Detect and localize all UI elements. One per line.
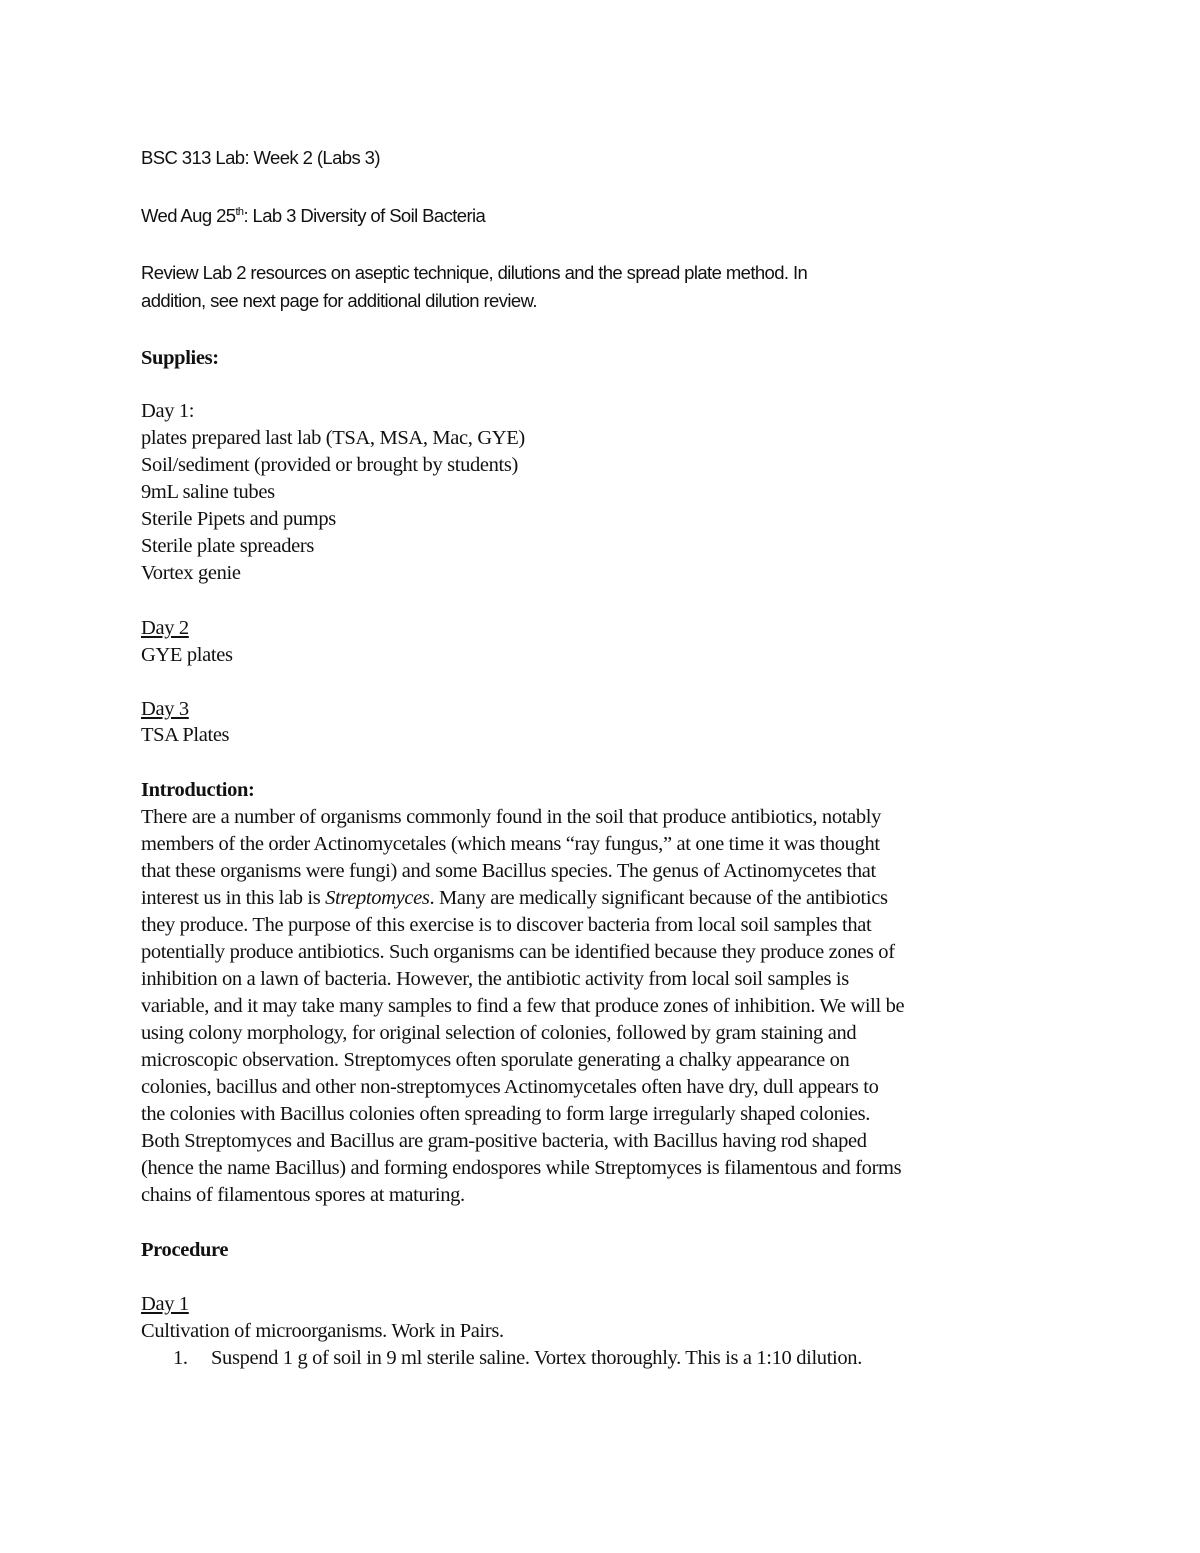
- supply-item: Sterile plate spreaders: [141, 535, 314, 557]
- procedure-day1-intro: Cultivation of microorganisms. Work in Pairs.: [141, 1320, 504, 1342]
- supplies-day2-label: Day 2: [141, 617, 189, 639]
- supply-item: GYE plates: [141, 644, 233, 666]
- intro-line: members of the order Actinomycetales (which means “ray fungus,” at one time it was thought: [141, 833, 880, 855]
- review-line: addition, see next page for additional dilution review.: [141, 290, 537, 311]
- intro-line: (hence the name Bacillus) and forming endospores while Streptomyces is filamentous and forms: [141, 1157, 902, 1179]
- step-text: Suspend 1 g of soil in 9 ml sterile saline. Vortex thoroughly. This is a 1:10 dilution.: [211, 1347, 862, 1369]
- intro-line: they produce. The purpose of this exercise is to discover bacteria from local soil samples that: [141, 914, 872, 936]
- intro-line: that these organisms were fungi) and some Bacillus species. The genus of Actinomycetes that: [141, 860, 876, 882]
- intro-line: inhibition on a lawn of bacteria. However, the antibiotic activity from local soil samples is: [141, 968, 849, 990]
- supply-item: Sterile Pipets and pumps: [141, 508, 336, 530]
- intro-line: Both Streptomyces and Bacillus are gram-positive bacteria, with Bacillus having rod shaped: [141, 1130, 867, 1152]
- supplies-day3-label: Day 3: [141, 698, 189, 720]
- introduction-heading: Introduction:: [141, 779, 255, 801]
- intro-line: [141, 885, 888, 912]
- intro-line: microscopic observation. Streptomyces often sporulate generating a chalky appearance on: [141, 1049, 850, 1071]
- step-number: 1.: [173, 1347, 188, 1369]
- intro-line: There are a number of organisms commonly found in the soil that produce antibiotics, notably: [141, 806, 881, 828]
- supply-item: Vortex genie: [141, 562, 241, 584]
- intro-line: variable, and it may take many samples to find a few that produce zones of inhibition. We will be: [141, 995, 905, 1017]
- supplies-day1-label: Day 1:: [141, 400, 195, 422]
- procedure-day1-label: Day 1: [141, 1293, 189, 1315]
- review-line: Review Lab 2 resources on aseptic technique, dilutions and the spread plate method. In: [141, 262, 808, 283]
- date-suffix: : Lab 3 Diversity of Soil Bacteria: [243, 205, 486, 226]
- supply-item: Soil/sediment (provided or brought by students): [141, 454, 518, 476]
- date-prefix: Wed Aug 25: [141, 205, 236, 226]
- intro-line: potentially produce antibiotics. Such organisms can be identified because they produce zones of: [141, 941, 895, 963]
- intro-line: using colony morphology, for original selection of colonies, followed by gram staining and: [141, 1022, 857, 1044]
- procedure-heading: Procedure: [141, 1239, 229, 1261]
- lab-date-line: [141, 202, 485, 229]
- document-title: BSC 313 Lab: Week 2 (Labs 3): [141, 147, 380, 168]
- procedure-step: [173, 1345, 862, 1372]
- supply-item: plates prepared last lab (TSA, MSA, Mac, GYE): [141, 427, 525, 449]
- supply-item: TSA Plates: [141, 724, 230, 746]
- intro-text: interest us in this lab is: [141, 887, 326, 909]
- intro-line: colonies, bacillus and other non-streptomyces Actinomycetales often have dry, dull appears to: [141, 1076, 879, 1098]
- supply-item: 9mL saline tubes: [141, 481, 275, 503]
- date-superscript: th: [235, 205, 244, 218]
- italic-term: Streptomyces: [325, 887, 430, 909]
- supplies-heading: Supplies:: [141, 347, 219, 369]
- intro-line: chains of filamentous spores at maturing.: [141, 1184, 465, 1206]
- intro-line: the colonies with Bacillus colonies often spreading to form large irregularly shaped colonies.: [141, 1103, 871, 1125]
- intro-text: . Many are medically significant because of the antibiotics: [429, 887, 888, 909]
